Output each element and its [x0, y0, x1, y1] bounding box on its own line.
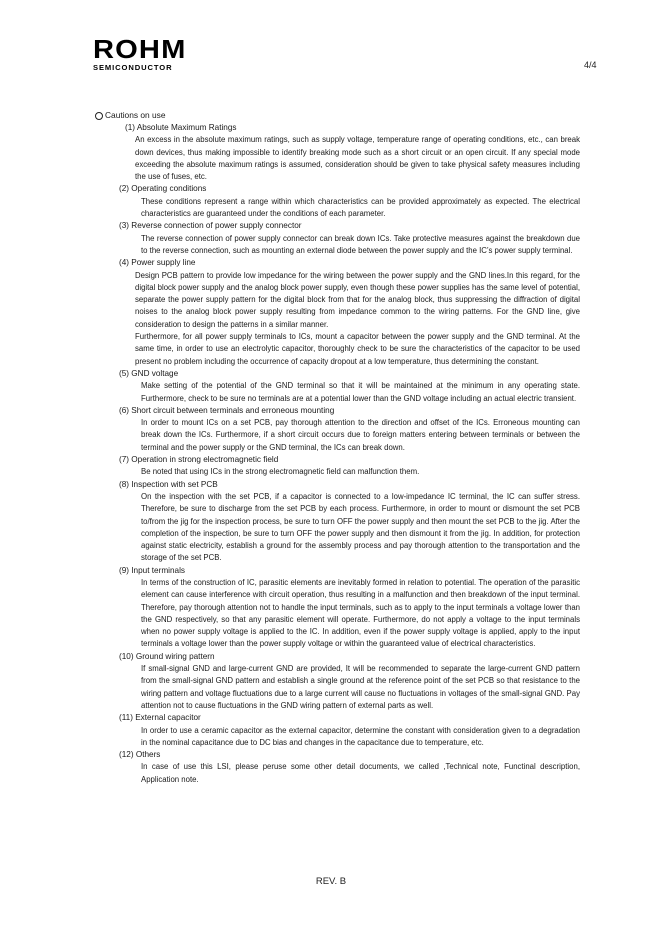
section-paragraph: Make setting of the potential of the GND terminal so that it will be maintained at the minimum in any operating state. Furthermore, check to be sure no terminals are at a potential lower than the GND voltage including an actual electric transient. — [141, 381, 580, 403]
revision-footer: REV. B — [315, 876, 347, 887]
section-title: (11) External capacitor — [119, 713, 201, 723]
caution-section — [95, 479, 580, 565]
section-title: (2) Operating conditions — [119, 184, 207, 194]
section-title: (7) Operation in strong electromagnetic field — [119, 455, 279, 465]
cautions-heading — [95, 110, 580, 121]
caution-section — [95, 257, 580, 368]
section-title: (1) Absolute Maximum Ratings — [125, 123, 237, 132]
caution-section — [95, 122, 580, 183]
section-paragraph: On the inspection with the set PCB, if a capacitor is connected to a low-impedance IC terminal, the IC can suffer stress. Therefore, be sure to discharge from the set PCB by each process. Furthermore, in order to mount or dismount the set PCB to/from the jig for the inspection process, be sure to turn OFF the power supply and then mount the set PCB to the jig. After the completion of the inspection, be sure to turn OFF the power supply and then dismount it from the jig. In addition, for protection against static electricity, establish a ground for the assembly process and pay thorough attention to the transportation and the storage of the set PCB. — [141, 491, 580, 563]
section-title: (12) Others — [119, 750, 161, 760]
section-body — [95, 380, 580, 405]
section-paragraph: An excess in the absolute maximum ratings, such as supply voltage, temperature range of operating conditions, etc., can break down devices, thus making impossible to identify breaking mode such as a short circuit or an open circuit. If any special mode exceeding the absolute maximum ratings is assumed, consideration should be given to take physical safety measures including the use of fuses, etc. — [135, 135, 580, 182]
circle-bullet-icon — [95, 112, 103, 120]
section-paragraph: The reverse connection of power supply connector can break down ICs. Take protective measures against the breakdown due to the reverse connection, such as mounting an external diode between the power supply and the IC’s power supply terminal. — [141, 233, 580, 255]
section-title: (3) Reverse connection of power supply connector — [119, 221, 302, 231]
section-body — [95, 196, 580, 221]
caution-section — [95, 183, 580, 220]
section-body — [95, 134, 580, 183]
section-paragraph: Design PCB pattern to provide low impedance for the wiring between the power supply and the GND lines.In this regard, for the digital block power supply and the analog block power supply, even though these power supplies has the same level of potential, separate the power supply pattern for the digital block from that for the analog block, thus suppressing the diffraction of digital noises to the analog block power supply resulting from impedance common to the wiring patterns. For the GND line, give consideration to design the patterns in a similar manner. — [135, 270, 580, 329]
section-paragraph: If small-signal GND and large-current GND are provided, It will be recommended to separate the large-current GND pattern from the small-signal GND pattern and establish a single ground at the reference point of the set PCB so that resistance to the wiring pattern and voltage fluctuations due to a large current will cause no fluctuations in voltages of the small-signal GND. Pay attention not to cause fluctuations in the GND wiring pattern of external parts as well. — [141, 664, 580, 710]
section-paragraph: In order to use a ceramic capacitor as the external capacitor, determine the constant with consideration given to a degradation in the nominal capacitance due to DC bias and changes in the capacitance due to temperature, etc. — [141, 725, 580, 747]
section-title: (10) Ground wiring pattern — [119, 651, 215, 661]
caution-section — [95, 220, 580, 257]
section-paragraph: In order to mount ICs on a set PCB, pay thorough attention to the direction and offset of the ICs. Erroneous mounting can break down the ICs. Furthermore, if a short circuit occurs due to foreign matters entering between terminals or between the terminal and the power supply or the GND terminal, the ICs can break down. — [141, 418, 580, 452]
section-paragraph: In terms of the construction of IC, parasitic elements are inevitably formed in relation to potential. The operation of the parasitic element can cause interference with circuit operation, thus resulting in a malfunction and then breakdown of the input terminal. Therefore, pay thorough attention not to handle the input terminals, such as to apply to the input terminals a voltage lower than the GND respectively, so that any parasitic element will operate. Furthermore, do not apply a voltage to the input terminals when no power supply voltage is applied to the IC. In addition, even if the power supply voltage is applied, apply to the input terminals a voltage lower than the power supply voltage or within the guaranteed value of electrical characteristics. — [141, 577, 580, 649]
section-paragraph: In case of use this LSI, please peruse some other detail documents, we called ,Technical note, Functinal description, Application note. — [141, 762, 580, 784]
section-paragraph: Furthermore, for all power supply terminals to ICs, mount a capacitor between the power supply and the GND terminal. At the same time, in order to use an electrolytic capacitor, thoroughly check to be sure the characteristics of the capacitor to be used present no problem including the occurrence of capacity dropout at a low temperature, thus determining the constant. — [135, 332, 580, 366]
rohm-logo — [93, 36, 193, 72]
logo-sub-text: SEMICONDUCTOR — [93, 63, 173, 72]
section-title: (5) GND voltage — [119, 368, 179, 378]
logo-main-text: ROHM — [93, 34, 187, 64]
caution-section — [95, 405, 580, 454]
cautions-content — [95, 110, 580, 786]
caution-section — [95, 565, 580, 651]
section-paragraph: Be noted that using ICs in the strong electromagnetic field can malfunction them. — [141, 467, 420, 477]
section-body — [95, 491, 580, 565]
section-body — [95, 417, 580, 454]
caution-section — [95, 651, 580, 712]
caution-section — [95, 749, 580, 786]
page-number: 4/4 — [584, 60, 597, 70]
section-title: (8) Inspection with set PCB — [119, 479, 218, 489]
caution-section — [95, 454, 580, 479]
section-title: (6) Short circuit between terminals and erroneous mounting — [119, 405, 335, 415]
cautions-heading-text: Cautions on use — [105, 110, 166, 120]
section-body — [95, 663, 580, 712]
section-title: (4) Power supply line — [119, 258, 196, 268]
section-body — [95, 577, 580, 651]
section-body — [95, 761, 580, 786]
section-body — [95, 233, 580, 258]
section-paragraph: These conditions represent a range within which characteristics can be provided approximately as expected. The electrical characteristics are guaranteed under the conditions of each parameter. — [141, 196, 580, 219]
caution-section — [95, 712, 580, 749]
section-body — [95, 466, 580, 478]
section-body — [95, 270, 580, 368]
section-body — [95, 725, 580, 750]
section-title: (9) Input terminals — [119, 565, 185, 575]
caution-section — [95, 368, 580, 405]
